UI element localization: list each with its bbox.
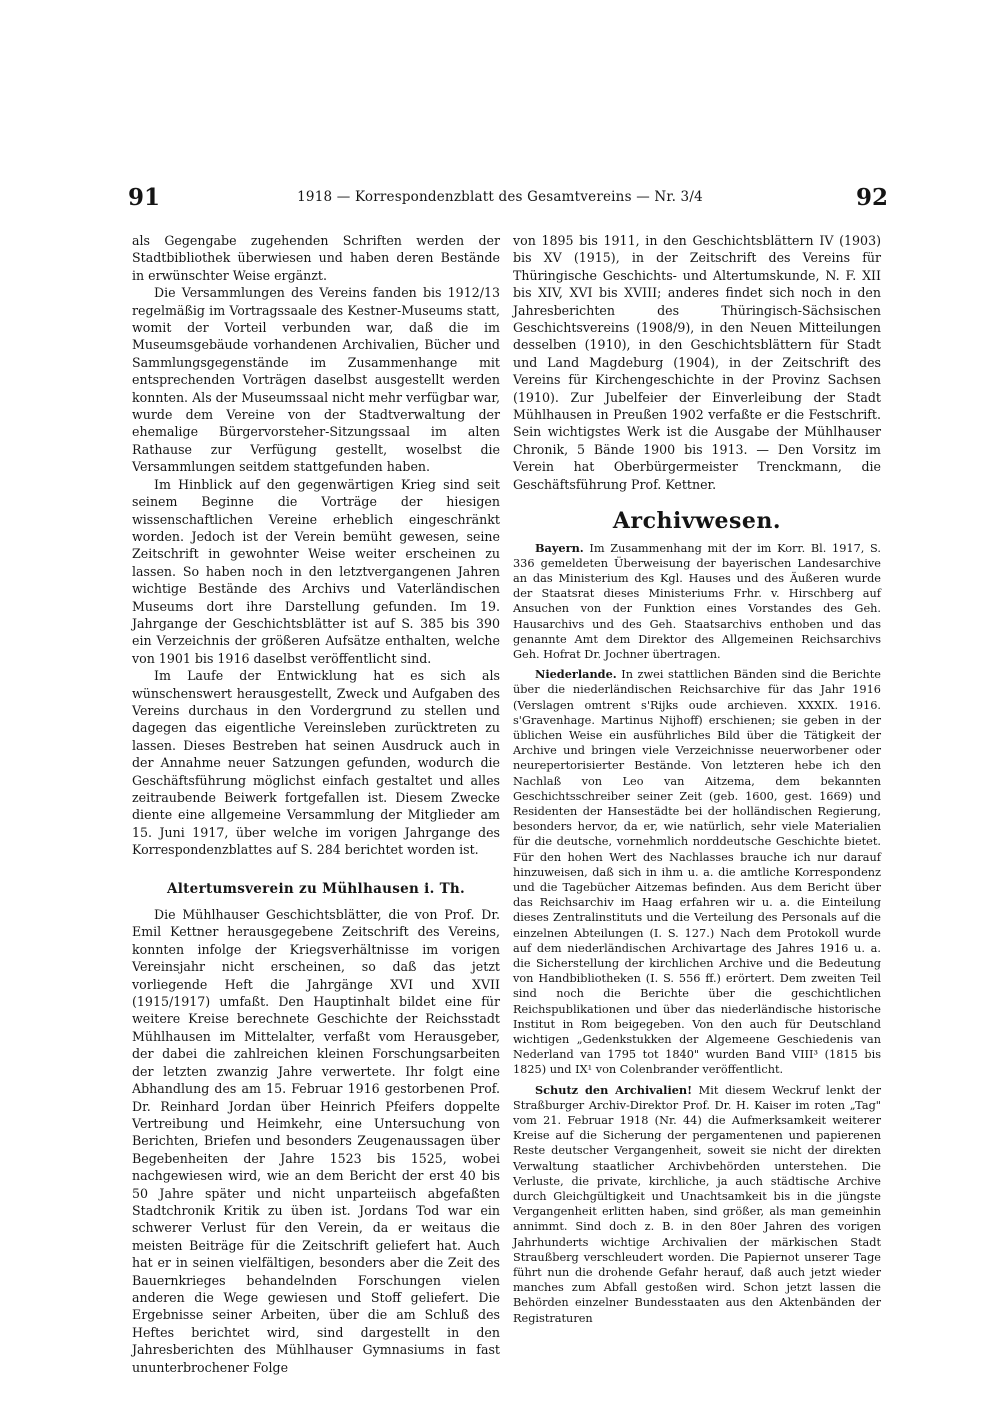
news-keyword: Schutz den Archivalien! [535,1082,693,1097]
news-item-niederlande [513,667,881,1077]
right-column [513,232,881,1326]
news-keyword: Niederlande. [535,667,617,682]
news-text: In zwei stattlichen Bänden sind die Berichte über die niederländischen Reichsarchive für das Jahr 1916 (Verslagen omtrent s'Rijks oude archieven. XXXIX. 1916. s'Gravenhage. Martinus Nijhoff) erschienen; sie geben in der üblichen Weise ein ausführliches Bild über die Tätigkeit der Archive und bringen viele Verzeichnisse neuerworbener oder neurepertorisierter Bestände. Von letzteren hebe ich den Nachlaß von Leo van Aitzema, dem bekannten Geschichtsschreiber seiner Zeit (geb. 1600, gest. 1669) und Residenten der Hansestädte bei der holländischen Regierung, besonders hervor, da er, wie natürlich, sehr viele Materialien für die deutsche, vornehmlich norddeutsche Geschichte bietet. Für den hohen Wert des Nachlasses brauche ich nur darauf hinzuweisen, daß sich in ihm u. a. die amtliche Korrespondenz und die Tagebücher Aitzemas befinden. Aus dem Bericht über das Reichsarchiv im Haag erfahren wir u. a. die Einteilung dieses Zentralinstituts und die Verteilung des Personals auf die einzelnen Abteilungen (I. S. 127.) Nach dem Protokoll wurde auf dem niederländischen Archivartage des Jahres 1916 u. a. die Sicherstellung der kirchlichen Archive und die Bedeutung von Handbibliotheken (I. S. 556 ff.) erörtert. Dem zweiten Teil sind noch die Berichte über die geschichtlichen Reichspublikationen und über das niederländische historische Institut in Rom beigegeben. Von den auch für Deutschland wichtigen „Gedenkstukken der Algemeene Geschiedenis van Nederland van 1795 tot 1840" wurden Band VIII³ (1815 bis 1825) und IX¹ von Colenbrander veröffentlicht. [513,668,881,1077]
news-text: Im Zusammenhang mit der im Korr. Bl. 1917, S. 336 gemeldeten Überweisung der bayerischen Landesarchive an das Ministerium des Kgl. Hauses und des Äußeren wurde der Staatsrat dieses Ministeriums Frhr. v. Hirschberg auf Ansuchen von der Funktion eines Vorstandes des Geh. Hausarchivs und des Geh. Staatsarchivs enthoben und das genannte Amt dem Direktor des Allgemeinen Reichsarchivs Geh. Hofrat Dr. Jochner übertragen. [513,541,881,661]
paragraph: Die Versammlungen des Vereins fanden bis 1912/13 regelmäßig im Vortragssaale des Kestner-Museums statt, womit der Vorteil verbunden war, daß die im Museumsgebäude vorhandenen Archivalien, Bücher und Sammlungsgegenstände im Zusammenhange mit entsprechenden Vorträgen daselbst ausgestellt werden konnten. Als der Museumssaal nicht mehr verfügbar war, wurde dem Vereine von der Stadtverwaltung der ehemalige Bürgervorsteher-Sitzungssaal im alten Rathause zur Verfügung gestellt, woselbst die Versammlungen seitdem stattgefunden haben. [132,285,500,475]
paragraph: als Gegengabe zugehenden Schriften werden der Stadtbibliothek überwiesen und haben deren Bestände in erwünschter Weise ergänzt. [132,233,500,283]
left-column [132,232,500,1376]
running-header: 1918 — Korrespondenzblatt des Gesamtvereins — Nr. 3/4 [297,189,703,205]
news-item-bayern [513,541,881,663]
news-item-schutz [513,1083,881,1326]
news-keyword: Bayern. [535,540,584,555]
paragraph: Im Hinblick auf den gegenwärtigen Krieg sind seit seinem Beginne die Vorträge der hiesigen wissenschaftlichen Vereine erheblich eingeschränkt worden. Jedoch ist der Verein bemüht gewesen, seine Zeitschrift in gewohnter Weise weiter erscheinen zu lassen. So haben noch in den letztvergangenen Jahren wichtige Bestände des Archivs und Vaterländischen Museums dort ihre Darstellung gefunden. Im 19. Jahrgange der Geschichtsblätter ist auf S. 385 bis 390 ein Verzeichnis der größeren Aufsätze enthalten, welche von 1901 bis 1916 daselbst veröffentlicht sind. [132,476,500,666]
page-number-right: 92 [856,184,889,211]
news-text: Mit diesem Weckruf lenkt der Straßburger Archiv-Direktor Prof. Dr. H. Kaiser im roten „Tag" vom 21. Februar 1918 (Nr. 44) die Aufmerksamkeit weiterer Kreise auf die Sicherung der pergamentenen und papierenen Reste deutscher Vergangenheit, soweit sie nicht der direkten Verwaltung staatlicher Archivbehörden unterstehen. Die Verluste, die private, kirchliche, ja auch städtische Archive durch Gleichgültigkeit und Unachtsamkeit bis in die jüngste Vergangenheit erlitten haben, sind größer, als man gemeinhin annimmt. Sind doch z. B. in den 80er Jahren des vorigen Jahrhunderts wichtige Archivalien der märkischen Stadt Straußberg verschleudert worden. Die Papiernot unserer Tage führt nun die drohende Gefahr herauf, daß auch jetzt wieder manches zum Abfall gestoßen wird. Schon jetzt lassen die Behörden einzelner Bundesstaaten aus den Aktenbänden der Registraturen [513,1083,881,1325]
paragraph: von 1895 bis 1911, in den Geschichtsblättern IV (1903) bis XV (1915), in der Zeitschrift des Vereins für Thüringische Geschichts- und Altertumskunde, N. F. XII bis XIV, XVI bis XVIII; anderes findet sich noch in den Jahresberichten des Thüringisch-Sächsischen Geschichtsvereins (1908/9), in den Neuen Mitteilungen desselben (1910), in den Geschichtsblättern für Stadt und Land Magdeburg (1904), in der Zeitschrift des Vereins für Kirchengeschichte in der Provinz Sachsen (1910). Zur Jubelfeier der Einverleibung der Stadt Mühlhausen in Preußen 1902 verfaßte er die Festschrift. Sein wichtigstes Werk ist die Ausgabe der Mühlhauser Chronik, 5 Bände 1900 bis 1913. — Den Vorsitz im Verein hat Oberbürgermeister Trenckmann, die Geschäftsführung Prof. Kettner. [513,233,881,492]
page-number-left: 91 [128,184,161,211]
paragraph: Im Laufe der Entwicklung hat es sich als wünschenswert herausgestellt, Zweck und Aufgaben des Vereins durchaus in den Vordergrund zu stellen und dagegen das eigentliche Vereinsleben zurücktreten zu lassen. Dieses Bestreben hat seinen Ausdruck auch in der Annahme neuer Satzungen gefunden, wodurch die Geschäftsführung möglichst einfach gestaltet und alles zeitraubende Beiwerk fortgefallen ist. Diesem Zwecke diente eine allgemeine Versammlung der Mitglieder am 15. Juni 1917, über welche im vorigen Jahrgange des Korrespondenzblattes auf S. 284 berichtet worden ist. [132,668,500,858]
section-title: Altertumsverein zu Mühlhausen i. Th. [166,880,466,897]
section-heading: Archivwesen. [612,508,782,535]
archive-news [513,541,881,1326]
paragraph: Die Mühlhauser Geschichtsblätter, die von Prof. Dr. Emil Kettner herausgegebene Zeitschrift des Vereins, konnten infolge der Kriegsverhältnisse im vorigen Vereinsjahr nicht erscheinen, so daß das jetzt vorliegende Heft die Jahrgänge XVI und XVII (1915/1917) umfaßt. Den Hauptinhalt bildet eine für weitere Kreise berechnete Geschichte der Reichsstadt Mühlhausen im Mittelalter, verfaßt vom Herausgeber, der dabei die zahlreichen kleinen Forschungsarbeiten der letzten zwanzig Jahre verwertete. Ihr folgt eine Abhandlung des am 15. Februar 1916 gestorbenen Prof. Dr. Reinhard Jordan über Heinrich Pfeifers doppelte Vertreibung und Heimkehr, eine Untersuchung von Berichten, Briefen und besonders Zeugenaussagen über Begebenheiten der Jahre 1523 bis 1525, wobei nachgewiesen wird, wie an dem Bericht der erst 40 bis 50 Jahre später und nicht unparteiisch abgefaßten Stadtchronik Kritik zu üben ist. Jordans Tod war ein schwerer Verlust für den Verein, da er weitaus die meisten Beiträge für die Zeitschrift geliefert hat. Auch hat er in seinen vielfältigen, besonders aber die Zeit des Bauernkrieges behandelnden Forschungen vielen anderen die Wege gewiesen und Stoff geliefert. Die Ergebnisse seiner Arbeiten, über die am Schluß des Heftes berichtet wird, sind dargestellt in den Jahresberichten des Mühlhauser Gymnasiums in fast ununterbrochener Folge [132,907,500,1375]
